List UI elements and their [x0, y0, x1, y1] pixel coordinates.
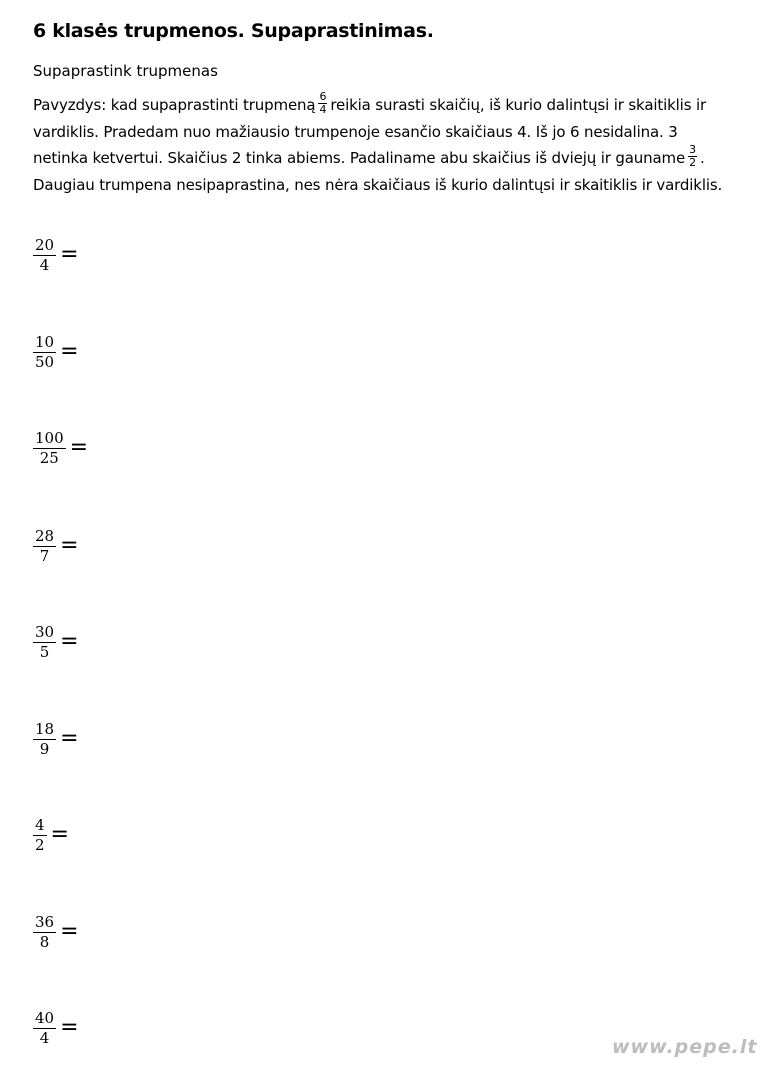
example-fraction-1-numerator: 6 — [319, 90, 327, 103]
fraction — [33, 429, 66, 468]
example-text-3: . Daugiau trumpena nesipaprastina, nes nėra skaičiaus iš kurio dalintųsi ir skaitiklis ir vardiklis. — [33, 149, 723, 194]
page-title: 6 klasės trupmenos. Supaprastinimas. — [33, 20, 434, 42]
denominator: 4 — [39, 1029, 50, 1047]
fraction — [33, 720, 56, 759]
denominator: 4 — [39, 256, 50, 274]
watermark: www.pepe.lt — [612, 1036, 758, 1058]
numerator: 18 — [35, 720, 55, 738]
numerator: 4 — [35, 816, 45, 834]
problem-3 — [33, 429, 88, 468]
example-fraction-2 — [688, 144, 697, 169]
equals-sign: = — [60, 726, 79, 751]
denominator: 9 — [39, 740, 50, 758]
equals-sign: = — [69, 435, 89, 460]
equals-sign: = — [60, 919, 79, 944]
equals-sign: = — [60, 242, 79, 267]
denominator: 5 — [39, 643, 50, 661]
numerator: 100 — [35, 429, 64, 447]
fraction — [33, 527, 56, 566]
numerator: 36 — [35, 913, 55, 931]
numerator: 20 — [35, 236, 55, 254]
example-text-1: Pavyzdys: kad supaprastinti trupmeną — [33, 96, 316, 114]
denominator: 25 — [39, 449, 59, 467]
example-fraction-2-numerator: 3 — [689, 143, 696, 156]
numerator: 40 — [35, 1009, 55, 1027]
equals-sign: = — [50, 822, 69, 847]
example-text-2: reikia surasti skaičių, iš kurio dalintųsi ir skaitiklis ir vardiklis. Pradedam nuo mažiausio trumpenoje esančio skaičiaus 4. Iš jo 6 nesidalina. 3 netinka ketvertui. Skaičius 2 tinka abiems. Padaliname abu skaičius iš dviejų ir gauname — [33, 96, 707, 167]
equals-sign: = — [60, 629, 79, 654]
equals-sign: = — [60, 1015, 79, 1040]
numerator: 30 — [35, 623, 55, 641]
problem-6 — [33, 720, 79, 759]
numerator: 28 — [35, 527, 55, 545]
fraction — [33, 623, 56, 662]
denominator: 7 — [39, 547, 50, 565]
denominator: 50 — [35, 353, 55, 371]
problem-2 — [33, 333, 79, 372]
example-fraction-2-denominator: 2 — [689, 156, 696, 169]
numerator: 10 — [35, 333, 55, 351]
example-fraction-1-denominator: 4 — [319, 103, 327, 116]
problem-7 — [33, 816, 69, 855]
example-paragraph — [33, 92, 733, 198]
denominator: 8 — [39, 933, 50, 951]
fraction — [33, 236, 56, 275]
fraction — [33, 816, 47, 855]
problem-8 — [33, 913, 79, 952]
example-fraction-1 — [318, 91, 327, 116]
problem-9 — [33, 1009, 79, 1048]
problem-1 — [33, 236, 79, 275]
fraction — [33, 333, 56, 372]
fraction — [33, 913, 56, 952]
instructions: Supaprastink trupmenas — [33, 62, 218, 80]
denominator: 2 — [35, 836, 45, 854]
problem-5 — [33, 623, 79, 662]
problem-4 — [33, 527, 79, 566]
fraction — [33, 1009, 56, 1048]
equals-sign: = — [60, 533, 79, 558]
equals-sign: = — [60, 339, 79, 364]
